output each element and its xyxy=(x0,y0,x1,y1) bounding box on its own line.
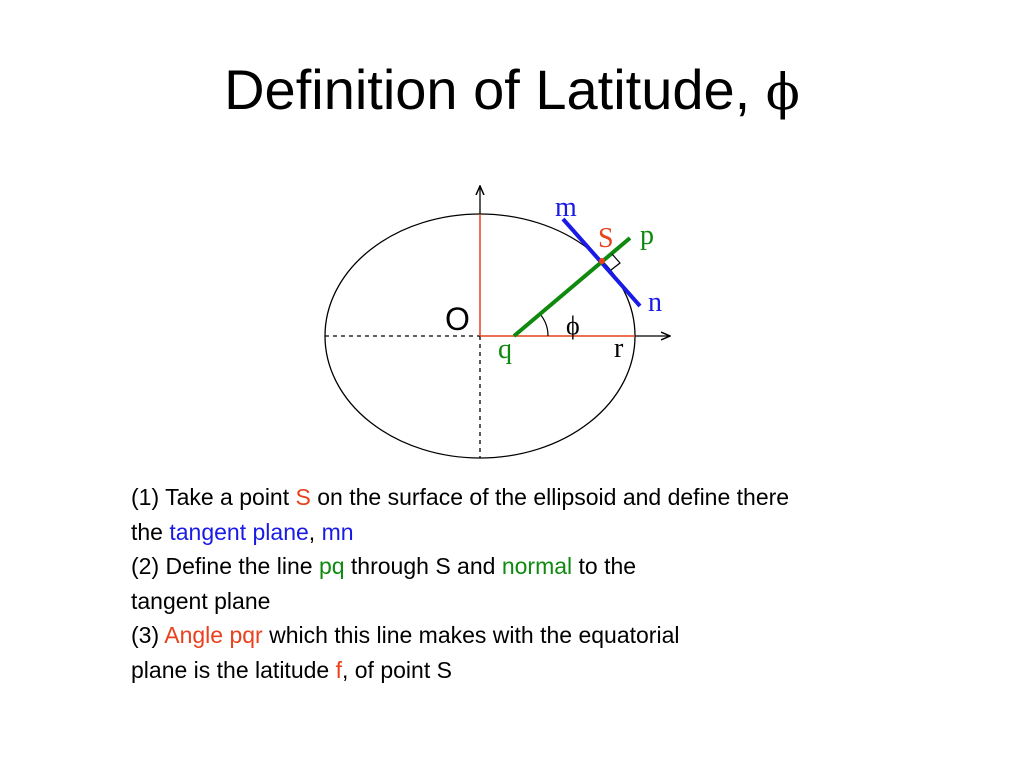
text-step2-mid: through S and xyxy=(344,553,502,579)
label-q: q xyxy=(498,334,512,365)
text-step3-lead: (3) xyxy=(131,622,165,648)
text-line-6 xyxy=(131,653,991,688)
label-s: S xyxy=(598,223,614,254)
point-s-dot xyxy=(599,258,605,264)
label-o: O xyxy=(445,301,470,337)
label-m: m xyxy=(555,192,577,223)
label-r: r xyxy=(614,333,624,364)
text-step2-lead: (2) Define the line xyxy=(131,553,319,579)
label-phi: ϕ xyxy=(566,311,580,340)
text-normal: normal xyxy=(501,553,573,579)
text-angle-pqr: Angle pqr xyxy=(164,622,263,648)
text-tangent-plane-plain: tangent plane xyxy=(131,587,271,614)
text-line-1 xyxy=(131,480,991,515)
text-comma: , xyxy=(308,518,322,545)
text-mn: mn xyxy=(321,518,354,545)
text-line-4 xyxy=(131,584,991,619)
title-phi-symbol: ϕ xyxy=(765,63,800,121)
explanation-text xyxy=(131,480,991,687)
text-step2-tail: to the xyxy=(572,553,637,579)
text-line-2 xyxy=(131,515,991,550)
title-text: Definition of Latitude, xyxy=(224,58,766,121)
text-step1-tail: on the surface of the ellipsoid and define there xyxy=(310,484,790,510)
text-latitude-tail: , of point S xyxy=(341,656,452,683)
text-step3-tail: which this line makes with the equatorial xyxy=(262,622,680,648)
text-line-3 xyxy=(131,549,991,584)
text-point-s: S xyxy=(295,484,311,510)
text-the: the xyxy=(131,518,170,545)
text-tangent-plane: tangent plane xyxy=(169,518,309,545)
angle-arc xyxy=(540,314,548,336)
right-angle-marker xyxy=(611,254,620,270)
text-latitude-lead: plane is the latitude xyxy=(131,656,336,683)
label-n: n xyxy=(648,287,662,318)
text-pq: pq xyxy=(318,553,345,579)
label-p: p xyxy=(640,220,654,251)
text-f-symbol: f xyxy=(335,656,342,683)
text-step1-lead: (1) Take a point xyxy=(131,484,296,510)
text-line-5 xyxy=(131,618,991,653)
